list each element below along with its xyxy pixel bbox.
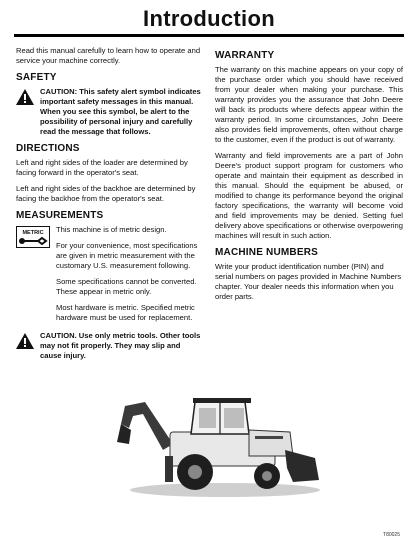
measurements-paragraph-4: Most hardware is metric. Specified metric hardware must be used for replacement. [56,303,195,322]
measurements-paragraph-1: This machine is of metric design. [56,225,167,234]
metric-tools-caution [16,331,202,361]
measurements-heading: MEASUREMENTS [16,210,104,221]
backhoe-loader-image [115,372,325,500]
metric-wrench-icon [16,226,50,248]
warranty-heading: WARRANTY [215,50,275,61]
directions-paragraph-2: Left and right sides of the backhoe are determined by facing the backhoe from the operator's seat. [16,184,196,203]
left-column [16,46,202,367]
directions-heading: DIRECTIONS [16,143,80,154]
figure-code: T80025 [383,532,400,538]
machine-numbers-paragraph: Write your product identification number (PIN) and serial numbers on pages provided in Machine Numbers chapter. Your dealer needs this information when you order parts. [215,262,402,301]
metric-tools-caution-text: CAUTION. Use only metric tools. Other tools may not fit properly. They may slip and cause injury. [40,331,201,360]
page-header [14,6,404,36]
safety-alert-icon [16,89,34,105]
machine-numbers-heading: MACHINE NUMBERS [215,247,318,258]
page-title: Introduction [143,6,275,31]
metric-icon-label: METRIC [22,230,44,236]
metric-block [16,225,202,329]
caution-alert-icon [16,333,34,349]
metric-text [56,225,202,329]
title-divider [14,34,404,37]
safety-caution [16,87,202,137]
measurements-paragraph-3: Some specifications cannot be converted. These appear in metric only. [56,277,197,296]
safety-caution-text: CAUTION: This safety alert symbol indicates important safety messages in this manual. When you see this symbol, be alert to the possibility of personal injury and carefully read the message that follows. [40,87,201,136]
right-column [215,46,403,308]
measurements-paragraph-2: For your convenience, most specifications are given in metric measurement with the customary U.S. measurement following. [56,241,198,270]
safety-heading: SAFETY [16,72,57,83]
directions-paragraph-1: Left and right sides of the loader are determined by facing forward in the operator's seat. [16,158,188,177]
intro-paragraph: Read this manual carefully to learn how to operate and service your machine correctly. [16,46,201,65]
warranty-paragraph-2: Warranty and field improvements are a part of John Deere's product support program for customers who operate and maintain their equipment as described in this manual. Should the equipment be abused, or modified to change its performance beyond the original factory specifications, the warranty will become void and field improvements may be denied. Setting fuel delivery above specifications or otherwise overpowering machines will result in such action. [215,151,403,240]
warranty-paragraph-1: The warranty on this machine appears on your copy of the purchase order which you should have received from your dealer when making your purchase. This warranty provides you the assurance that John Deere will back its products where defects appear within the warranty period. In some circumstances, John Deere also provides field improvements, often without charge to the customer, even if the product is out of warranty. [215,65,403,144]
